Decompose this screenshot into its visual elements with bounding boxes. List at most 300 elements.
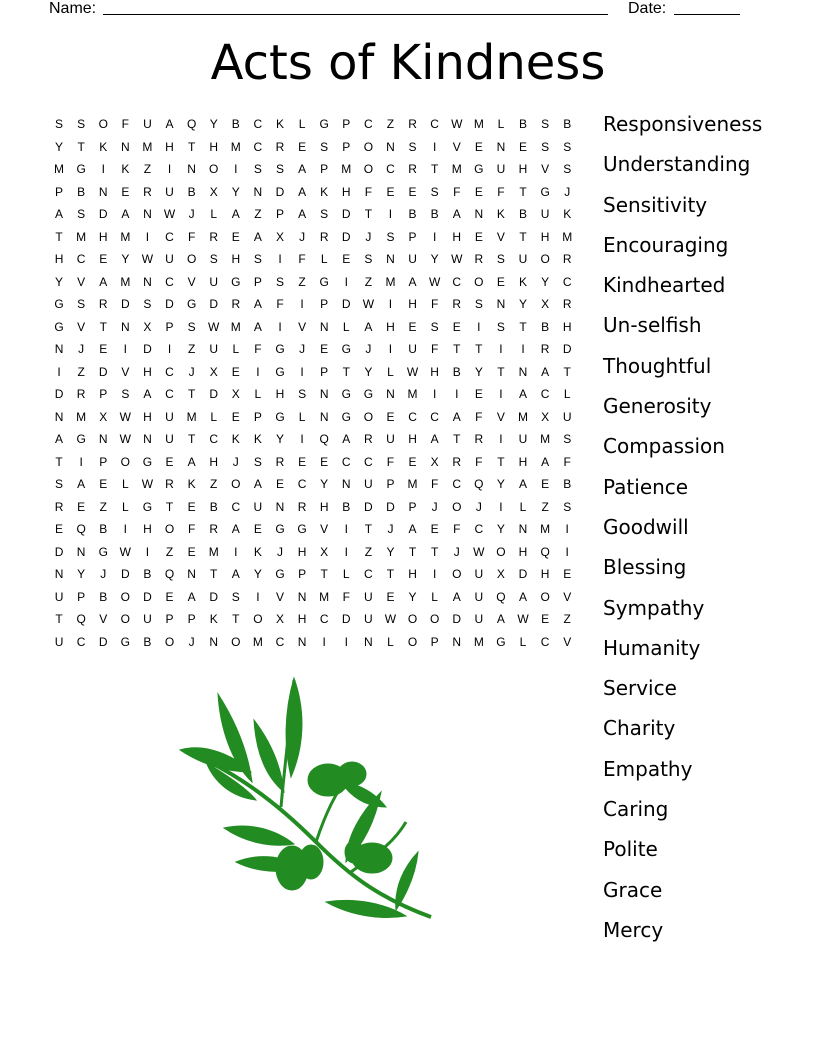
grid-letter: N <box>474 207 484 221</box>
grid-letter: R <box>275 454 285 469</box>
grid-letter: V <box>496 229 505 244</box>
grid-letter: H <box>275 387 285 401</box>
grid-letter: W <box>141 477 154 491</box>
grid-letter: U <box>253 499 263 514</box>
grid-letter: X <box>209 184 218 199</box>
grid-letter: H <box>165 139 174 154</box>
grid-letter: T <box>497 454 505 469</box>
grid-letter: L <box>431 589 438 604</box>
grid-letter: R <box>165 477 174 491</box>
grid-letter: U <box>562 409 572 424</box>
grid-letter: S <box>298 387 307 401</box>
grid-letter: O <box>164 522 175 536</box>
grid-letter: N <box>496 139 506 154</box>
grid-letter: L <box>519 634 527 649</box>
grid-letter: N <box>386 139 395 154</box>
grid-letter: S <box>474 297 483 311</box>
grid-letter: R <box>297 499 307 514</box>
grid-letter: F <box>121 117 129 131</box>
grid-letter: H <box>209 454 219 469</box>
grid-letter: R <box>562 297 572 311</box>
grid-letter: M <box>562 229 573 244</box>
grid-letter: P <box>430 634 439 649</box>
grid-letter: D <box>341 612 351 626</box>
grid-letter: E <box>541 477 550 491</box>
grid-letter: A <box>519 589 528 604</box>
grid-letter: G <box>76 432 86 446</box>
grid-letter: H <box>430 364 439 379</box>
grid-letter: T <box>497 364 505 379</box>
grid-letter: F <box>254 342 262 356</box>
grid-letter: D <box>143 342 152 356</box>
grid-letter: O <box>540 252 550 266</box>
grid-letter: E <box>121 184 130 199</box>
grid-letter: X <box>275 229 284 244</box>
grid-letter: F <box>342 589 350 604</box>
grid-letter: C <box>430 117 439 131</box>
grid-letter: C <box>452 477 462 491</box>
grid-letter: N <box>364 634 373 649</box>
word-list-item: Patience <box>603 474 689 499</box>
grid-letter: A <box>231 207 240 221</box>
grid-letter: E <box>452 319 461 334</box>
grid-letter: C <box>364 117 373 131</box>
grid-letter: U <box>165 252 174 266</box>
grid-letter: D <box>518 567 528 581</box>
grid-letter: J <box>564 184 571 199</box>
grid-letter: S <box>563 139 572 154</box>
grid-letter: D <box>341 207 351 221</box>
grid-letter: W <box>119 409 131 424</box>
grid-letter: M <box>341 162 352 176</box>
grid-letter: S <box>253 454 262 469</box>
grid-letter: T <box>232 612 240 626</box>
grid-letter: T <box>364 207 373 221</box>
grid-letter: U <box>364 589 373 604</box>
grid-letter: O <box>540 589 550 604</box>
grid-letter: K <box>99 139 108 154</box>
grid-letter: G <box>54 319 64 334</box>
grid-letter: E <box>474 139 483 154</box>
grid-letter: U <box>474 567 484 581</box>
grid-letter: T <box>453 432 461 446</box>
grid-letter: Y <box>474 364 483 379</box>
grid-letter: C <box>165 387 174 401</box>
grid-letter: H <box>518 162 528 176</box>
grid-letter: M <box>473 634 484 649</box>
grid-letter: Z <box>254 207 262 221</box>
grid-letter: I <box>388 342 393 356</box>
grid-letter: O <box>407 634 418 649</box>
grid-letter: L <box>563 387 571 401</box>
word-search-grid <box>48 113 578 653</box>
grid-letter: L <box>387 634 394 649</box>
grid-letter: M <box>142 139 153 154</box>
name-field[interactable] <box>103 14 608 15</box>
grid-letter: K <box>121 162 130 176</box>
grid-letter: B <box>563 477 572 491</box>
grid-letter: N <box>297 589 307 604</box>
grid-letter: U <box>165 184 174 199</box>
grid-letter: T <box>519 184 527 199</box>
word-list-item: Sympathy <box>603 595 705 620</box>
grid-letter: A <box>143 387 152 401</box>
grid-letter: G <box>142 454 153 469</box>
grid-letter: H <box>231 252 241 266</box>
grid-letter: R <box>209 229 219 244</box>
grid-letter: H <box>408 297 417 311</box>
grid-letter: F <box>497 184 505 199</box>
grid-letter: J <box>188 207 195 221</box>
grid-letter: D <box>562 342 572 356</box>
word-list-item: Kindhearted <box>603 273 726 298</box>
grid-letter: D <box>452 612 462 626</box>
grid-letter: P <box>55 184 64 199</box>
grid-letter: E <box>187 499 196 514</box>
grid-letter: I <box>499 499 503 514</box>
grid-letter: E <box>474 184 483 199</box>
grid-letter: D <box>120 567 130 581</box>
grid-letter: R <box>275 139 285 154</box>
grid-letter: S <box>253 252 262 266</box>
grid-letter: T <box>187 387 196 401</box>
date-field[interactable] <box>674 14 740 15</box>
grid-letter: N <box>120 139 130 154</box>
grid-letter: H <box>143 409 152 424</box>
grid-letter: C <box>540 634 550 649</box>
date-label: Date: <box>628 0 667 17</box>
grid-letter: B <box>541 319 550 334</box>
grid-letter: N <box>452 634 462 649</box>
grid-letter: S <box>563 499 572 514</box>
grid-letter: L <box>519 499 527 514</box>
grid-letter: Y <box>55 274 64 289</box>
grid-letter: O <box>474 274 484 289</box>
grid-letter: W <box>451 117 463 131</box>
grid-letter: Q <box>186 117 197 131</box>
grid-letter: I <box>565 544 569 559</box>
grid-letter: U <box>209 342 219 356</box>
grid-letter: Z <box>210 477 218 491</box>
grid-letter: S <box>320 207 329 221</box>
grid-letter: M <box>540 522 551 536</box>
grid-letter: A <box>231 567 240 581</box>
grid-letter: W <box>384 612 397 626</box>
grid-letter: W <box>141 252 154 266</box>
grid-letter: E <box>541 612 550 626</box>
grid-letter: V <box>320 522 329 536</box>
grid-letter: A <box>452 589 461 604</box>
grid-letter: L <box>121 477 129 491</box>
grid-letter: E <box>99 477 108 491</box>
grid-letter: T <box>408 544 417 559</box>
grid-letter: M <box>473 117 484 131</box>
grid-letter: U <box>54 634 64 649</box>
grid-letter: Y <box>209 117 218 131</box>
grid-letter: E <box>342 252 351 266</box>
grid-letter: N <box>209 634 219 649</box>
grid-letter: R <box>408 162 417 176</box>
grid-letter: A <box>541 364 550 379</box>
grid-letter: C <box>275 634 285 649</box>
grid-letter: R <box>319 229 329 244</box>
grid-letter: C <box>297 477 307 491</box>
grid-letter: H <box>408 567 417 581</box>
grid-letter: F <box>430 477 439 491</box>
grid-letter: A <box>55 432 64 446</box>
grid-letter: P <box>253 274 262 289</box>
grid-letter: E <box>408 184 417 199</box>
grid-letter: Q <box>319 432 329 446</box>
grid-letter: V <box>563 634 572 649</box>
grid-letter: O <box>496 544 506 559</box>
grid-letter: F <box>187 229 196 244</box>
grid-letter: I <box>344 274 348 289</box>
grid-letter: H <box>452 229 462 244</box>
grid-letter: T <box>453 342 461 356</box>
grid-letter: H <box>386 319 395 334</box>
word-list-item: Generosity <box>603 394 712 419</box>
grid-letter: H <box>518 544 528 559</box>
grid-letter: I <box>101 162 105 176</box>
grid-letter: N <box>54 409 64 424</box>
grid-letter: N <box>253 184 263 199</box>
grid-letter: W <box>163 207 176 221</box>
grid-letter: E <box>187 544 196 559</box>
grid-letter: P <box>187 612 196 626</box>
grid-letter: I <box>432 229 437 244</box>
grid-letter: U <box>408 252 417 266</box>
grid-letter: Y <box>320 477 329 491</box>
grid-letter: G <box>341 387 351 401</box>
grid-letter: F <box>563 454 571 469</box>
grid-letter: C <box>165 364 174 379</box>
grid-letter: A <box>298 207 307 221</box>
word-list-item: Goodwill <box>603 514 689 539</box>
grid-letter: O <box>407 612 418 626</box>
grid-letter: E <box>275 477 284 491</box>
grid-letter: D <box>54 387 64 401</box>
grid-letter: L <box>342 567 350 581</box>
grid-letter: H <box>209 139 219 154</box>
grid-letter: Y <box>386 544 395 559</box>
grid-letter: Y <box>519 297 528 311</box>
grid-letter: P <box>320 364 329 379</box>
grid-letter: J <box>276 544 283 559</box>
grid-letter: G <box>297 522 307 536</box>
grid-letter: P <box>342 117 351 131</box>
grid-letter: G <box>275 409 285 424</box>
grid-letter: S <box>430 184 439 199</box>
grid-letter: E <box>430 522 439 536</box>
grid-letter: N <box>518 364 528 379</box>
grid-letter: G <box>54 297 64 311</box>
grid-letter: A <box>519 477 528 491</box>
grid-letter: I <box>234 544 238 559</box>
grid-letter: H <box>143 364 152 379</box>
name-label: Name: <box>49 0 97 17</box>
grid-letter: S <box>364 252 373 266</box>
grid-letter: X <box>209 364 218 379</box>
grid-letter: B <box>519 117 528 131</box>
grid-letter: J <box>188 634 195 649</box>
grid-letter: N <box>187 567 196 581</box>
grid-letter: B <box>342 499 351 514</box>
olive-branch-icon <box>176 672 438 928</box>
grid-letter: N <box>120 319 130 334</box>
grid-letter: E <box>386 184 395 199</box>
grid-letter: N <box>386 252 395 266</box>
grid-letter: I <box>499 432 503 446</box>
grid-letter: A <box>408 522 417 536</box>
grid-letter: A <box>99 274 108 289</box>
grid-letter: D <box>54 544 64 559</box>
grid-letter: A <box>342 432 351 446</box>
grid-letter: J <box>431 499 438 514</box>
grid-letter: Z <box>99 499 107 514</box>
grid-letter: B <box>187 184 196 199</box>
grid-letter: M <box>54 162 65 176</box>
grid-letter: I <box>388 207 393 221</box>
grid-letter: K <box>275 117 284 131</box>
grid-letter: A <box>231 522 240 536</box>
grid-letter: C <box>165 229 174 244</box>
grid-letter: P <box>165 319 174 334</box>
grid-letter: C <box>364 454 373 469</box>
grid-letter: I <box>344 634 348 649</box>
grid-letter: O <box>120 454 130 469</box>
grid-letter: E <box>77 499 86 514</box>
grid-letter: S <box>55 477 64 491</box>
grid-letter: E <box>231 409 240 424</box>
grid-letter: G <box>275 364 285 379</box>
grid-letter: I <box>278 319 282 334</box>
grid-letter: W <box>119 544 131 559</box>
grid-letter: Y <box>253 567 262 581</box>
grid-letter: A <box>541 454 550 469</box>
word-list <box>603 110 803 956</box>
grid-letter: G <box>120 634 130 649</box>
grid-letter: D <box>98 207 108 221</box>
word-list-item: Caring <box>603 797 669 822</box>
grid-letter: I <box>565 522 569 536</box>
grid-letter: A <box>519 387 528 401</box>
grid-letter: C <box>76 634 86 649</box>
grid-letter: R <box>98 297 108 311</box>
grid-letter: I <box>256 589 260 604</box>
grid-letter: D <box>98 364 108 379</box>
grid-letter: S <box>275 274 284 289</box>
grid-letter: I <box>499 387 503 401</box>
grid-letter: Q <box>496 589 506 604</box>
grid-letter: S <box>541 117 550 131</box>
grid-letter: E <box>298 454 307 469</box>
grid-letter: A <box>408 274 417 289</box>
grid-letter: E <box>496 274 505 289</box>
grid-letter: I <box>300 432 304 446</box>
grid-letter: H <box>143 522 152 536</box>
grid-letter: I <box>432 387 437 401</box>
grid-letter: W <box>119 432 131 446</box>
grid-letter: G <box>98 544 108 559</box>
grid-letter: L <box>254 387 262 401</box>
grid-letter: Y <box>55 139 64 154</box>
grid-letter: S <box>320 139 329 154</box>
grid-letter: D <box>209 387 219 401</box>
grid-letter: F <box>386 454 395 469</box>
grid-letter: L <box>210 409 218 424</box>
grid-letter: T <box>430 544 439 559</box>
grid-letter: Y <box>408 589 417 604</box>
grid-letter: S <box>563 432 572 446</box>
grid-letter: J <box>78 342 85 356</box>
grid-letter: O <box>363 139 374 154</box>
grid-letter: M <box>120 229 131 244</box>
grid-letter: C <box>364 567 373 581</box>
grid-letter: O <box>231 634 241 649</box>
grid-letter: D <box>120 297 130 311</box>
grid-letter: A <box>187 589 196 604</box>
grid-letter: S <box>77 297 86 311</box>
grid-letter: I <box>388 297 393 311</box>
grid-letter: T <box>165 499 174 514</box>
grid-letter: O <box>452 499 462 514</box>
grid-letter: L <box>298 117 306 131</box>
grid-letter: B <box>563 117 572 131</box>
grid-letter: U <box>364 477 373 491</box>
grid-letter: K <box>496 207 505 221</box>
grid-letter: A <box>298 162 307 176</box>
grid-letter: B <box>430 207 439 221</box>
grid-letter: O <box>363 409 374 424</box>
word-list-item: Grace <box>603 877 663 902</box>
grid-letter: A <box>121 207 130 221</box>
grid-letter: K <box>231 432 240 446</box>
grid-letter: E <box>474 229 483 244</box>
grid-letter: R <box>540 342 550 356</box>
grid-letter: B <box>99 589 108 604</box>
grid-letter: S <box>496 252 505 266</box>
grid-letter: M <box>451 162 462 176</box>
grid-letter: D <box>275 184 285 199</box>
grid-letter: T <box>563 364 571 379</box>
grid-letter: Q <box>474 477 484 491</box>
grid-letter: F <box>453 184 461 199</box>
grid-letter: K <box>253 544 262 559</box>
grid-letter: O <box>452 567 462 581</box>
grid-letter: Z <box>364 544 373 559</box>
grid-letter: E <box>298 139 307 154</box>
grid-letter: C <box>165 274 174 289</box>
grid-letter: T <box>475 342 483 356</box>
grid-letter: A <box>298 184 307 199</box>
grid-letter: D <box>209 297 219 311</box>
grid-letter: J <box>232 454 239 469</box>
grid-letter: E <box>231 229 240 244</box>
grid-letter: P <box>99 454 108 469</box>
grid-letter: G <box>275 342 285 356</box>
grid-letter: V <box>121 364 130 379</box>
grid-letter: O <box>209 162 219 176</box>
grid-letter: F <box>475 409 483 424</box>
grid-letter: S <box>408 139 417 154</box>
grid-letter: R <box>474 432 484 446</box>
grid-letter: J <box>100 567 107 581</box>
grid-letter: N <box>319 409 329 424</box>
grid-letter: P <box>320 297 329 311</box>
grid-letter: V <box>298 319 307 334</box>
grid-letter: V <box>452 139 461 154</box>
